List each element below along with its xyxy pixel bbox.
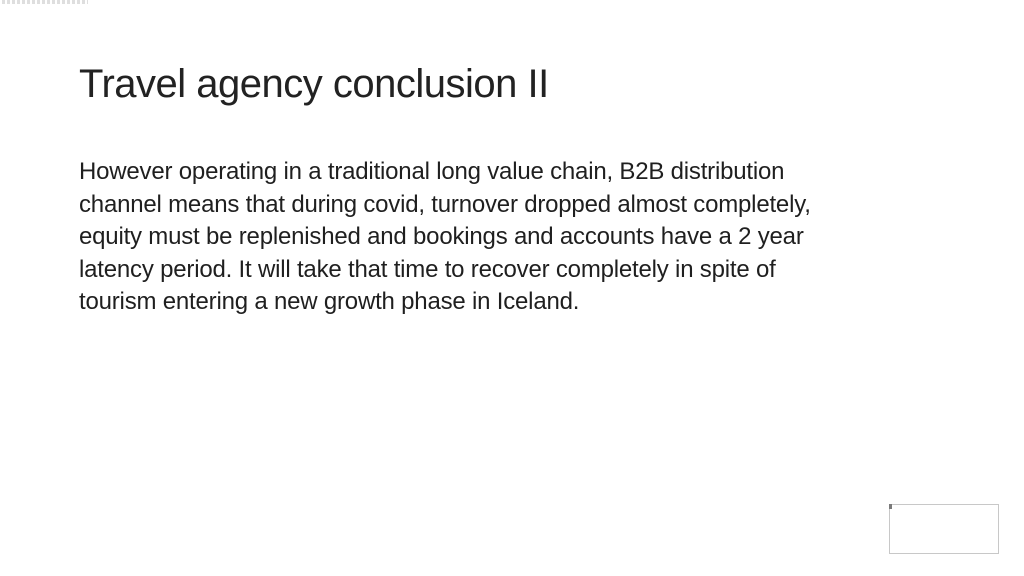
- body-line: However operating in a traditional long value chain, B2B distribution: [79, 158, 785, 185]
- slide-body: [79, 156, 949, 319]
- nav-box-corner-mark: [889, 504, 892, 509]
- body-line: tourism entering a new growth phase in Iceland.: [79, 288, 580, 315]
- watermark-strip: [2, 0, 88, 4]
- body-line: channel means that during covid, turnover dropped almost completely,: [79, 190, 811, 218]
- body-line: latency period. It will take that time to recover completely in spite of: [79, 255, 776, 283]
- slide-nav-box[interactable]: [889, 504, 999, 554]
- body-line: equity must be replenished and bookings and accounts have a 2 year: [79, 223, 804, 250]
- slide-title: Travel agency conclusion II: [79, 62, 549, 106]
